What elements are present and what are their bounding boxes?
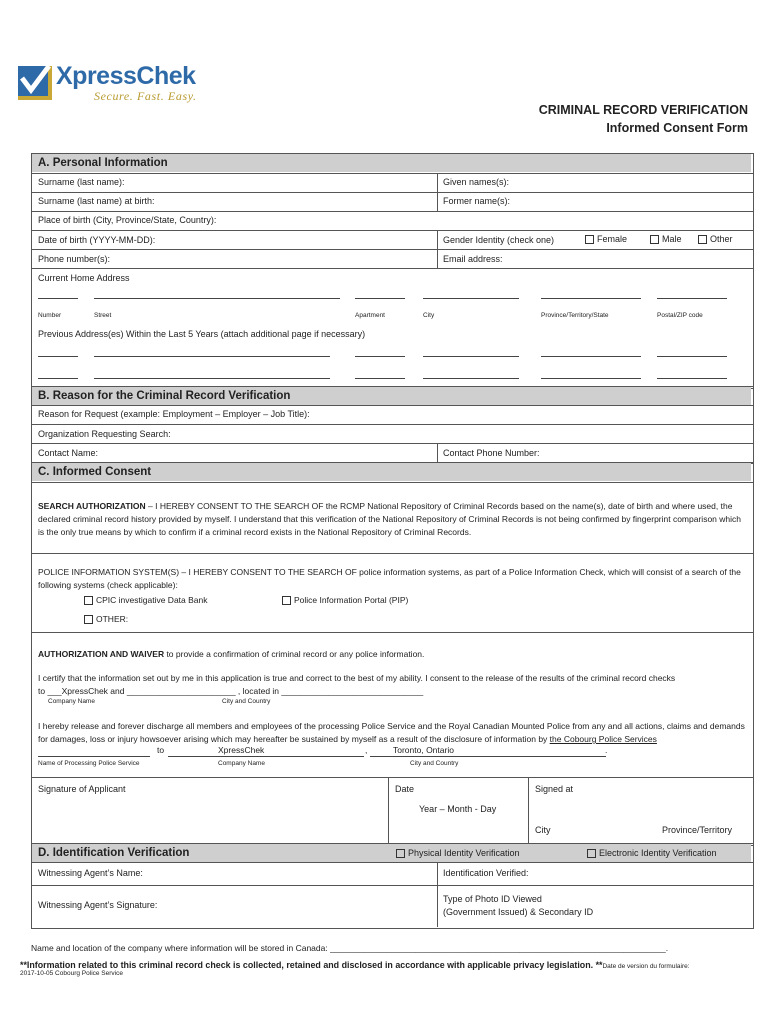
ymd-label: Year – Month - Day xyxy=(419,804,497,814)
checkbox-icon[interactable] xyxy=(84,596,93,605)
prev-street-field-2[interactable] xyxy=(94,378,330,379)
agent-signature-label: Witnessing Agent’s Signature: xyxy=(38,900,158,910)
checkbox-icon[interactable] xyxy=(396,849,405,858)
address-street-field[interactable] xyxy=(94,298,340,299)
other-option[interactable]: OTHER: xyxy=(84,614,128,624)
address-number-field[interactable] xyxy=(38,298,78,299)
checkbox-icon[interactable] xyxy=(84,615,93,624)
gender-other[interactable]: Other xyxy=(698,234,733,244)
services-company: XpressChek xyxy=(218,745,265,755)
date-label: Date xyxy=(395,784,415,794)
electronic-verification-option[interactable]: Electronic Identity Verification xyxy=(587,848,717,858)
agent-name-label: Witnessing Agent’s Name: xyxy=(38,868,143,878)
form-title: CRIMINAL RECORD VERIFICATION xyxy=(538,103,748,117)
prev-province-field-1[interactable] xyxy=(541,356,641,357)
lbl-postal: Postal/ZIP code xyxy=(657,312,703,319)
signed-at-label: Signed at xyxy=(535,784,574,794)
city-country-label: City and Country xyxy=(222,698,271,705)
prev-city-field-2[interactable] xyxy=(423,378,519,379)
current-address-label: Current Home Address xyxy=(38,273,130,283)
prev-number-field-2[interactable] xyxy=(38,378,78,379)
lbl-street: Street xyxy=(94,312,112,319)
section-a-heading: A. Personal Information xyxy=(32,154,751,172)
name-police-label: Name of Processing Police Service xyxy=(38,760,140,767)
prev-apartment-field-1[interactable] xyxy=(355,356,405,357)
surname-label: Surname (last name): xyxy=(38,177,125,187)
release-text: I hereby release and forever discharge all members and employees of the processing Police Service and the Royal Canadian Mounted Police from any and all actions, claims and demands for damages, loss or injury howsoever arising which may hereafter be sustained by myself as a result of the disclosure of information by the Cobourg Police Services xyxy=(38,721,745,744)
city-label: City xyxy=(535,825,551,835)
city-country-label-2: City and Country xyxy=(410,760,459,767)
storage-location: Name and location of the company where information will be stored in Canada: _______________________________________________________________________. xyxy=(31,943,669,953)
address-city-field[interactable] xyxy=(423,298,519,299)
pip-option[interactable]: Police Information Portal (PIP) xyxy=(282,595,408,605)
section-d-heading: D. Identification Verification xyxy=(32,844,751,862)
address-postal-field[interactable] xyxy=(657,298,727,299)
reason-label: Reason for Request (example: Employment – Employer – Job Title): xyxy=(38,409,310,419)
province-label: Province/Territory xyxy=(662,825,733,835)
address-province-field[interactable] xyxy=(541,298,641,299)
previous-address-label: Previous Address(es) Within the Last 5 Years (attach additional page if necessary) xyxy=(38,329,366,339)
search-authorization: SEARCH AUTHORIZATION – I HEREBY CONSENT TO THE SEARCH OF the RCMP National Repository of Criminal Records based on the name(s), date of birth and where used, the declared criminal record history provided by myself. I understand that this verification of the National Repository of Criminal Records is not being confirmed by fingerprint comparison which is the only true means by which to confirm if a criminal record exists in the National Repository of Criminal Records. xyxy=(38,501,741,537)
to-company-line: to ___XpressChek and _______________________ , located in ______________________________ xyxy=(38,686,424,696)
prev-province-field-2[interactable] xyxy=(541,378,641,379)
section-c-heading: C. Informed Consent xyxy=(32,463,751,481)
lbl-number: Number xyxy=(38,312,62,319)
email-label: Email address: xyxy=(443,254,503,264)
prev-city-field-1[interactable] xyxy=(423,356,519,357)
photo-id-label-2: (Government Issued) & Secondary ID xyxy=(443,907,594,917)
dob-label: Date of birth (YYYY-MM-DD): xyxy=(38,235,156,245)
prev-postal-field-1[interactable] xyxy=(657,356,727,357)
physical-verification-option[interactable]: Physical Identity Verification xyxy=(396,848,520,858)
given-names-label: Given names(s): xyxy=(443,177,510,187)
lbl-city: City xyxy=(423,312,435,319)
checkbox-icon[interactable] xyxy=(585,235,594,244)
photo-id-label-1: Type of Photo ID Viewed xyxy=(443,894,542,904)
org-label: Organization Requesting Search: xyxy=(38,429,171,439)
police-info-text: POLICE INFORMATION SYSTEM(S) – I HEREBY CONSENT TO THE SEARCH OF police information systems, as part of a Police Information Check, which will consist of a search of the following systems (check applicable): xyxy=(38,567,741,590)
certify-text: I certify that the information set out by me in this application is true and correct to the best of my ability. I consent to the release of the results of the criminal record checks xyxy=(38,673,676,683)
services-city: Toronto, Ontario xyxy=(393,745,454,755)
cpic-option[interactable]: CPIC investigative Data Bank xyxy=(84,595,208,605)
checkbox-icon[interactable] xyxy=(698,235,707,244)
checkbox-icon[interactable] xyxy=(587,849,596,858)
logo xyxy=(16,62,216,104)
company-name-label: Company Name xyxy=(48,698,95,705)
prev-street-field-1[interactable] xyxy=(94,356,330,357)
gender-female[interactable]: Female xyxy=(585,234,627,244)
contact-phone-label: Contact Phone Number: xyxy=(443,448,540,458)
authorization-waiver: AUTHORIZATION AND WAIVER to provide a confirmation of criminal record or any police information. xyxy=(38,649,425,659)
logo-tagline: Secure. Fast. Easy. xyxy=(94,89,197,103)
lbl-province: Province/Territory/State xyxy=(541,312,609,319)
section-a xyxy=(31,153,754,389)
prev-postal-field-2[interactable] xyxy=(657,378,727,379)
surname-birth-label: Surname (last name) at birth: xyxy=(38,196,155,206)
contact-name-label: Contact Name: xyxy=(38,448,99,458)
id-verified-label: Identification Verified: xyxy=(443,868,529,878)
checkbox-icon[interactable] xyxy=(282,596,291,605)
services-to: to xyxy=(157,745,165,755)
signature-applicant-label: Signature of Applicant xyxy=(38,784,126,794)
logo-check-icon xyxy=(16,64,54,102)
prev-apartment-field-2[interactable] xyxy=(355,378,405,379)
gender-label: Gender Identity (check one) xyxy=(443,235,555,245)
former-names-label: Former name(s): xyxy=(443,196,511,206)
checkbox-icon[interactable] xyxy=(650,235,659,244)
company-name-label-2: Company Name xyxy=(218,760,265,767)
gender-male[interactable]: Male xyxy=(650,234,682,244)
privacy-notice: **Information related to this criminal record check is collected, retained and disclosed in accordance with applicable privacy legislation. **Date de version du formulaire: xyxy=(20,960,690,970)
lbl-apartment: Apartment xyxy=(355,312,385,319)
address-apartment-field[interactable] xyxy=(355,298,405,299)
form-subtitle: Informed Consent Form xyxy=(606,121,748,135)
footer-date: 2017-10-05 Cobourg Police Service xyxy=(20,970,123,977)
section-b-heading: B. Reason for the Criminal Record Verification xyxy=(32,387,751,405)
logo-name: XpressChek xyxy=(56,62,196,90)
place-birth-label: Place of birth (City, Province/State, Country): xyxy=(38,215,217,225)
prev-number-field-1[interactable] xyxy=(38,356,78,357)
phone-label: Phone number(s): xyxy=(38,254,111,264)
